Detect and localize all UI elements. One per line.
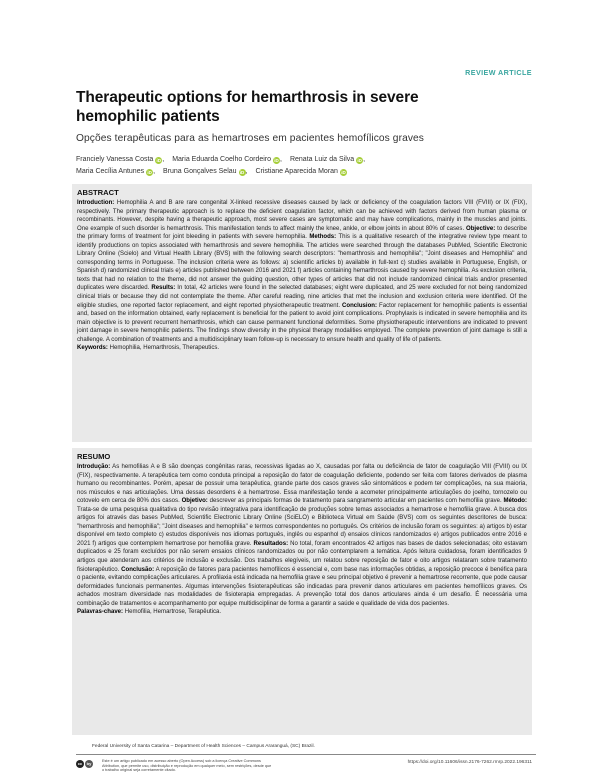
- orcid-icon[interactable]: iD: [357, 158, 362, 163]
- author-name: Maria Eduarda Coelho Cordeiro: [172, 156, 272, 163]
- author-list: [76, 154, 536, 178]
- article-title: Therapeutic options for hemarthrosis in severe hemophilic patients: [76, 89, 419, 125]
- resumo-methods: Trata-se de uma pesquisa qualitativa do tipo revisão integrativa para identificação de produções sobre temas associados a hemartrose e hemofilia grave. A busca dos artigos foi através das bases PubMed, Scientific Electronic Library Online (SciELO) e Biblioteca Virtual em Saúde (BVS) com os seguintes descritores de busca: "hemarthrosis and hemophilia"; "Joint diseases and hemophilia" e termos correspondentes no português. Os critérios de inclusão foram os seguintes: a) artigos b) estar disponível em texto completo c) estudos disponíveis nos idiomas português, inglês ou espanhol d) ensaios clínicos randomizados e) artigos publicados entre 2016 e 2021 f) artigos que contemplem hemartrose por hemofilia grave.: [77, 506, 527, 547]
- abstract-conclusion-label: Conclusion:: [342, 302, 377, 309]
- author-3: Renata Luiz da Silva iD,: [289, 156, 366, 163]
- resumo-keywords: Hemofilia, Hemartrose, Terapêutica.: [123, 609, 222, 616]
- author-1: Franciely Vanessa Costa iD,: [76, 156, 165, 163]
- footer-divider: [76, 754, 536, 755]
- author-name: Maria Cecília Antunes: [76, 168, 145, 175]
- abstract-section: [72, 184, 532, 442]
- cc-icon: cc: [77, 761, 83, 766]
- abstract-objective: to describe the primary forms of treatment for joint bleeding in patients with severe hemophilia.: [77, 225, 527, 241]
- abstract-results: In total, 42 articles were found in the selected databases; eight were duplicated, and 25 were excluded for not being randomized clinical trials or because they did not contemplate the theme. After careful reading, nine articles that met the inclusion and exclusion criteria were identified. Of the eligible studies, one reported factor replacement, and eight reported physiotherapeutic treatment.: [77, 285, 527, 309]
- orcid-icon[interactable]: iD: [274, 158, 279, 163]
- resumo-conclusion: A reposição de fatores para pacientes hemofílicos é essencial e, com base nas informações obtidas, a reposição precoce é benéfica para o paciente, evitando complicações articulares. A profilaxia está indicada na hemofilia grave e seu principal objetivo é prevenir a hemartrose recorrente, que pode causar deformidades funcionais permanentes. Algumas intervenções fisioterapêuticas são indicadas para prevenir danos articulares em pacientes hemofílicos graves. Os achados mostram diversidade nas modalidades de fisioterapia empregadas. A prevenção total dos danos articulares ainda é um desafio. É necessária uma combinação de tratamentos e acompanhamento por equipe multidisciplinar de forma a garantir a saúde e qualidade de vida dos pacientes.: [77, 566, 527, 607]
- abstract-methods: This is a qualitative research of the integrative review type meant to identify productions on topics associated with hemarthrosis and severe hemophilia. The articles were searched through the databases PubMed, Scientific Electronic Library Online (Scielo) and Virtual Health Library (BVS) with the following search descriptors: "hemarthrosis and hemophilia"; "Joint diseases and Hemophilia" and corresponding terms in Portuguese. The inclusion criteria were as follows: a) scientific articles b) available in full-text c) studies available in Portuguese, English, or Spanish d) randomized clinical trials e) articles published between 2016 and 2021 f) articles containing hemarthrosis caused by severe hemophilia. As exclusion criteria, texts that had no relation to the theme, did not answer the guiding question, other types of articles that did not include randomized clinical trials and/or presented duplicates were discarded.: [77, 234, 527, 292]
- resumo-objective-label: Objetivo:: [181, 498, 208, 505]
- resumo-conclusion-label: Conclusão:: [121, 566, 155, 573]
- author-name: Renata Luiz da Silva: [289, 156, 355, 163]
- resumo-results: No total, foram encontrados 42 artigos nas bases de dados selecionadas; oito estavam duplicados e 25 foram excluídos por não serem ensaios clínicos randomizados ou por não contemplarem a temática. Após leitura cuidadosa, foram identificados 9 artigos que atenderam aos critérios de inclusão e exclusão. Dos trabalhos elegíveis, um relatou sobre reposição de fator e oito artigos relataram sobre tratamento fisioterapêutico.: [77, 540, 527, 573]
- resumo-results-label: Resultados:: [253, 540, 289, 547]
- abstract-conclusion: Factor replacement for hemophilic patients is essential and, based on the information obtained, early replacement is beneficial for the patient to avoid joint complications. Prophylaxis is indicated in severe hemophilia and its main objective is to prevent recurrent hemarthrosis, which can cause permanent functional deformities. Some physiotherapeutic interventions are indicated to prevent joint damage in severe hemophilic patients. The findings show diversity in the physical therapy modalities employed. The complete prevention of joint damage is still a challenge. A combination of treatments and a multidisciplinary team follow-up is necessary to ensure health and quality of life of patients.: [77, 302, 527, 343]
- abstract-keywords: Hemophilia, Hemarthrosis, Therapeutics.: [107, 345, 220, 352]
- abstract-body: [77, 199, 527, 353]
- resumo-intro-label: Introdução:: [77, 464, 111, 470]
- author-name: Cristiane Aparecida Moran: [255, 168, 338, 175]
- orcid-icon[interactable]: iD: [341, 170, 346, 175]
- article-type-label: REVIEW ARTICLE: [465, 68, 532, 77]
- resumo-methods-label: Método:: [503, 498, 527, 505]
- author-name: Bruna Gonçalves Selau: [163, 168, 237, 175]
- abstract-objective-label: Objective:: [466, 225, 496, 232]
- abstract-heading: ABSTRACT: [77, 188, 119, 197]
- resumo-objective: descrever as principais formas de tratamento para sangramento articular em pacientes com hemofilia grave.: [207, 498, 504, 505]
- doi-link[interactable]: https://doi.org/10.11606/issn.2176-7262.rmrp.2022.196311: [407, 760, 532, 765]
- creative-commons-icon[interactable]: [76, 760, 98, 768]
- resumo-body: [77, 463, 527, 617]
- author-name: Franciely Vanessa Costa: [76, 156, 154, 163]
- orcid-icon[interactable]: iD: [156, 158, 162, 163]
- by-icon: by: [86, 761, 92, 766]
- orcid-icon[interactable]: iD: [239, 170, 245, 175]
- author-6: [255, 166, 347, 178]
- affiliation-note: Federal University of Santa Catarina – Department of Health Sciences – Campus Araranguá, (SC) Brazil.: [92, 744, 315, 749]
- resumo-intro: As hemofilias A e B são doenças congênitas raras, recessivas ligadas ao X, causadas por falta ou deficiência de fator de coagulação VIII (FVIII) ou IX (FIX), respectivamente. A terapêutica tem como conduta principal a reposição do fator de coagulação deficiente, podendo ser feita com fatores derivados de plasma humano ou recombinantes. Porém, apesar de possuir uma terapêutica, grande parte dos casos graves são sintomáticos e podem ter complicações, na sua maioria, nos músculos e nas articulações. Uma dessas desordens é a hemartrose. Essa manifestação tende a acometer principalmente articulações do joelho, tornozelo ou cotovelo em cerca de 80% dos casos.: [77, 464, 527, 505]
- abstract-results-label: Results:: [151, 285, 176, 292]
- article-subtitle: Opções terapêuticas para as hemartroses em pacientes hemofílicos graves: [76, 133, 424, 144]
- author-5: Bruna Gonçalves Selau iD,: [163, 168, 248, 175]
- author-2: Maria Eduarda Coelho Cordeiro iD,: [172, 156, 282, 163]
- abstract-methods-label: Methods:: [309, 234, 337, 241]
- license-text: Este é um artigo publicado em acesso aberto (Open Access) sob a licença Creative Commons Attribution, que permite uso, distribuição e reprodução em qualquer meio, sem restrições, desde que o trabalho original seja corretamente citado.: [102, 759, 272, 773]
- resumo-section: [72, 448, 532, 735]
- resumo-keywords-label: Palavras-chave:: [77, 609, 124, 616]
- abstract-intro: Hemophilia A and B are rare congenital X-linked recessive diseases caused by lack or deficiency of the coagulation factors VIII (FVIII) or IX (FIX), respectively. The primary therapeutic approach is to replace the deficient coagulation factor, which can be achieved with factors derived from human plasma or recombinants. However, despite having a therapeutic approach, most severe cases are symptomatic and may have complications, mainly in the muscles and joints. One example of such disorder is hemarthrosis. This manifestation tends to affect mainly the knee, ankle, or elbow joints in about 80% of cases.: [77, 200, 527, 232]
- abstract-intro-label: Introduction:: [77, 200, 115, 206]
- abstract-keywords-label: Keywords:: [77, 345, 108, 352]
- author-4: Maria Cecília Antunes iD,: [76, 168, 156, 175]
- orcid-icon[interactable]: iD: [147, 170, 152, 175]
- resumo-heading: RESUMO: [77, 452, 111, 461]
